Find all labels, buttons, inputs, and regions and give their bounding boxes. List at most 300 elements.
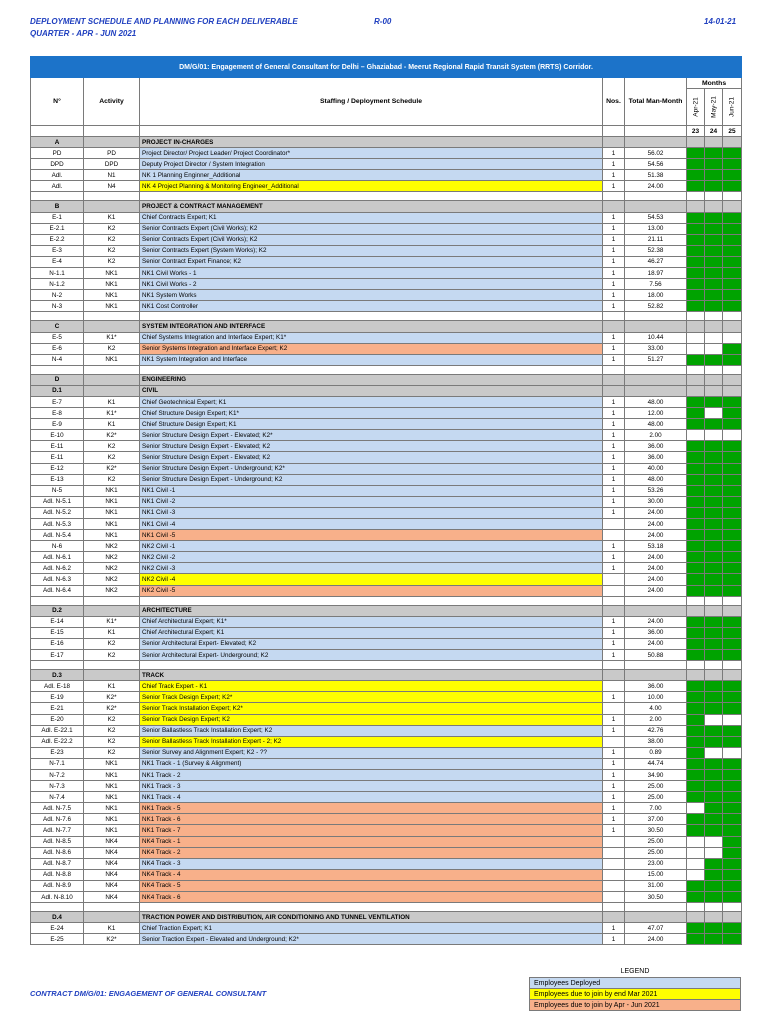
- section-id: C: [31, 321, 84, 332]
- table-row: [31, 681, 742, 692]
- row-id: Adl. N-7.6: [31, 814, 84, 825]
- quarter-label: QUARTER - APR - JUN 2021: [30, 29, 137, 38]
- row-id: Adl. N-8.6: [31, 847, 84, 858]
- row-id: E-8: [31, 408, 84, 419]
- row-activity: K2*: [84, 692, 140, 703]
- month-cell-jun: [723, 290, 742, 301]
- month-cell-may: [705, 343, 723, 354]
- row-activity: K2: [84, 245, 140, 256]
- row-total: 13.00: [625, 223, 687, 234]
- table-row: [31, 616, 742, 627]
- spacer-row: [31, 192, 742, 201]
- row-id: E-25: [31, 934, 84, 945]
- blank-cell: [687, 374, 705, 385]
- row-staffing: NK1 Civil -1: [140, 485, 603, 496]
- table-row: [31, 847, 742, 858]
- row-activity: K2: [84, 223, 140, 234]
- row-activity: NK1: [84, 354, 140, 365]
- month-cell-jun: [723, 769, 742, 780]
- row-id: E-24: [31, 923, 84, 934]
- col-header-total: Total Man-Month: [625, 78, 687, 126]
- row-id: E-4: [31, 256, 84, 267]
- blank-cell: [603, 374, 625, 385]
- blank-cell: [687, 312, 705, 321]
- row-activity: NK4: [84, 847, 140, 858]
- blank-cell: [723, 374, 742, 385]
- month-cell-may: [705, 452, 723, 463]
- month-cell-may: [705, 332, 723, 343]
- row-total: 10.00: [625, 692, 687, 703]
- row-total: 7.00: [625, 803, 687, 814]
- row-id: E-2.2: [31, 234, 84, 245]
- table-row: [31, 441, 742, 452]
- row-total: 24.00: [625, 638, 687, 649]
- month-cell-may: [705, 256, 723, 267]
- month-cell-may: [705, 530, 723, 541]
- row-staffing: Senior Contracts Expert (System Works); K2: [140, 245, 603, 256]
- month-cell-apr: [687, 758, 705, 769]
- blank-cell: [625, 374, 687, 385]
- row-total: 2.00: [625, 714, 687, 725]
- legend-item-apr-jun-2021: Employees due to join by Apr - Jun 2021: [530, 1000, 741, 1011]
- row-total: 18.97: [625, 268, 687, 279]
- month-cell-jun: [723, 814, 742, 825]
- row-total: 52.82: [625, 301, 687, 312]
- row-id: N-1.2: [31, 279, 84, 290]
- blank-cell: [687, 596, 705, 605]
- table-row: [31, 452, 742, 463]
- row-staffing: Chief Track Expert - K1: [140, 681, 603, 692]
- month-cell-jun: [723, 858, 742, 869]
- row-staffing: NK2 Civil -4: [140, 574, 603, 585]
- row-nos: 1: [603, 396, 625, 407]
- row-staffing: NK4 Track - 2: [140, 847, 603, 858]
- row-staffing: NK4 Track - 4: [140, 869, 603, 880]
- row-activity: K2: [84, 234, 140, 245]
- row-staffing: Senior Contract Expert Finance; K2: [140, 256, 603, 267]
- row-activity: NK1: [84, 758, 140, 769]
- row-nos: 1: [603, 692, 625, 703]
- month-cell-may: [705, 650, 723, 661]
- row-id: Adl.: [31, 170, 84, 181]
- month-cell-jun: [723, 781, 742, 792]
- table-row: [31, 814, 742, 825]
- table-row: [31, 396, 742, 407]
- row-total: 2.00: [625, 430, 687, 441]
- month-cell-apr: [687, 170, 705, 181]
- row-staffing: Chief Architectural Expert; K1: [140, 627, 603, 638]
- blank-cell: [31, 661, 84, 670]
- month-cell-may: [705, 792, 723, 803]
- row-activity: K1: [84, 923, 140, 934]
- row-activity: NK4: [84, 869, 140, 880]
- table-row: [31, 256, 742, 267]
- blank-cell: [705, 912, 723, 923]
- month-cell-apr: [687, 419, 705, 430]
- row-nos: 1: [603, 181, 625, 192]
- row-total: 30.50: [625, 825, 687, 836]
- row-nos: [603, 869, 625, 880]
- blank-cell: [723, 670, 742, 681]
- blank-cell: [705, 605, 723, 616]
- table-row: [31, 159, 742, 170]
- table-row: [31, 268, 742, 279]
- blank-cell: [140, 661, 603, 670]
- row-nos: 1: [603, 463, 625, 474]
- row-nos: 1: [603, 803, 625, 814]
- month-cell-may: [705, 725, 723, 736]
- table-row: [31, 301, 742, 312]
- row-total: 23.00: [625, 858, 687, 869]
- row-total: 36.00: [625, 452, 687, 463]
- blank-cell: [625, 605, 687, 616]
- table-row: [31, 769, 742, 780]
- row-staffing: NK2 Civil -5: [140, 585, 603, 596]
- month-cell-jun: [723, 650, 742, 661]
- month-cell-jun: [723, 354, 742, 365]
- month-cell-may: [705, 408, 723, 419]
- section-title: TRACK: [140, 670, 603, 681]
- row-id: N-7.3: [31, 781, 84, 792]
- month-cell-jun: [723, 692, 742, 703]
- row-staffing: Senior Contracts Expert (Civil Works); K2: [140, 223, 603, 234]
- blank-cell: [723, 321, 742, 332]
- row-total: 24.00: [625, 181, 687, 192]
- month-cell-jun: [723, 627, 742, 638]
- month-cell-may: [705, 430, 723, 441]
- row-staffing: NK 1 Planning Enginner_Additional: [140, 170, 603, 181]
- row-id: E-21: [31, 703, 84, 714]
- row-activity: K2: [84, 725, 140, 736]
- month-cell-may: [705, 159, 723, 170]
- month-cell-jun: [723, 430, 742, 441]
- blank-cell: [687, 605, 705, 616]
- month-cell-jun: [723, 747, 742, 758]
- row-nos: 1: [603, 343, 625, 354]
- row-id: E-11: [31, 441, 84, 452]
- month-cell-jun: [723, 507, 742, 518]
- col-header-nos: Nos.: [603, 78, 625, 126]
- row-total: 7.56: [625, 279, 687, 290]
- row-total: 52.38: [625, 245, 687, 256]
- row-nos: 1: [603, 170, 625, 181]
- blank-cell: [705, 321, 723, 332]
- month-cell-may: [705, 441, 723, 452]
- month-cell-jun: [723, 496, 742, 507]
- row-total: 31.00: [625, 880, 687, 891]
- table-row: [31, 692, 742, 703]
- row-nos: 1: [603, 148, 625, 159]
- table-row: [31, 650, 742, 661]
- blank-cell: [723, 596, 742, 605]
- month-cell-apr: [687, 563, 705, 574]
- month-cell-apr: [687, 354, 705, 365]
- legend: [529, 966, 741, 1011]
- row-nos: 1: [603, 332, 625, 343]
- row-activity: K2: [84, 441, 140, 452]
- row-staffing: Chief Contracts Expert; K1: [140, 212, 603, 223]
- month-cell-apr: [687, 627, 705, 638]
- row-activity: K1: [84, 627, 140, 638]
- row-id: Adl. N-5.1: [31, 496, 84, 507]
- row-staffing: Senior Survey and Alignment Expert; K2 - ??: [140, 747, 603, 758]
- blank-cell: [603, 201, 625, 212]
- month-cell-apr: [687, 234, 705, 245]
- month-cell-jun: [723, 343, 742, 354]
- row-total: 48.00: [625, 419, 687, 430]
- blank-cell: [723, 201, 742, 212]
- table-row: [31, 223, 742, 234]
- row-staffing: Senior Track Design Expert; K2: [140, 714, 603, 725]
- row-total: 30.50: [625, 892, 687, 903]
- row-activity: K1: [84, 681, 140, 692]
- blank-cell: [603, 192, 625, 201]
- col-header-staffing: Staffing / Deployment Schedule: [140, 78, 603, 126]
- month-cell-jun: [723, 736, 742, 747]
- row-nos: 1: [603, 792, 625, 803]
- row-total: 36.00: [625, 441, 687, 452]
- spacer-row: [31, 661, 742, 670]
- month-cell-apr: [687, 441, 705, 452]
- table-row: [31, 181, 742, 192]
- row-nos: 1: [603, 441, 625, 452]
- row-id: E-16: [31, 638, 84, 649]
- month-cell-apr: [687, 159, 705, 170]
- blank-cell: [84, 374, 140, 385]
- month-cell-may: [705, 703, 723, 714]
- month-cell-may: [705, 714, 723, 725]
- row-staffing: NK1 Civil -2: [140, 496, 603, 507]
- row-id: E-13: [31, 474, 84, 485]
- blank-cell: [705, 661, 723, 670]
- row-nos: 1: [603, 159, 625, 170]
- row-total: 21.11: [625, 234, 687, 245]
- row-nos: [603, 703, 625, 714]
- row-staffing: NK1 System Integration and Interface: [140, 354, 603, 365]
- row-total: 53.26: [625, 485, 687, 496]
- row-id: Adl. N-6.4: [31, 585, 84, 596]
- blank-cell: [84, 137, 140, 148]
- blank-cell: [84, 192, 140, 201]
- row-total: 48.00: [625, 396, 687, 407]
- month-cell-may: [705, 181, 723, 192]
- row-total: 25.00: [625, 836, 687, 847]
- row-id: E-20: [31, 714, 84, 725]
- month-cell-apr: [687, 519, 705, 530]
- row-staffing: Senior Track Installation Expert; K2*: [140, 703, 603, 714]
- row-activity: NK2: [84, 585, 140, 596]
- blank-cell: [723, 661, 742, 670]
- month-cell-apr: [687, 530, 705, 541]
- blank-cell: [625, 670, 687, 681]
- section-row: [31, 137, 742, 148]
- section-id: D: [31, 374, 84, 385]
- row-nos: 1: [603, 934, 625, 945]
- table-row: [31, 758, 742, 769]
- month-cell-may: [705, 781, 723, 792]
- blank-cell: [625, 192, 687, 201]
- row-id: E-10: [31, 430, 84, 441]
- row-nos: [603, 519, 625, 530]
- row-nos: [603, 681, 625, 692]
- month-cell-may: [705, 354, 723, 365]
- blank-cell: [625, 137, 687, 148]
- row-staffing: Chief Geotechnical Expert; K1: [140, 396, 603, 407]
- row-id: N-3: [31, 301, 84, 312]
- blank-cell: [31, 312, 84, 321]
- blank-cell: [687, 137, 705, 148]
- row-total: 30.00: [625, 496, 687, 507]
- section-row: [31, 374, 742, 385]
- row-id: Adl. E-22.2: [31, 736, 84, 747]
- section-id: A: [31, 137, 84, 148]
- row-activity: K2: [84, 474, 140, 485]
- month-cell-apr: [687, 769, 705, 780]
- row-staffing: Senior Traction Expert - Elevated and Underground; K2*: [140, 934, 603, 945]
- row-total: 56.02: [625, 148, 687, 159]
- month-cell-apr: [687, 814, 705, 825]
- table-row: [31, 408, 742, 419]
- section-id: D.3: [31, 670, 84, 681]
- table-row: [31, 585, 742, 596]
- table-row: [31, 825, 742, 836]
- month-cell-jun: [723, 574, 742, 585]
- month-cell-apr: [687, 858, 705, 869]
- blank-cell: [687, 661, 705, 670]
- month-cell-may: [705, 419, 723, 430]
- table-row: [31, 485, 742, 496]
- row-nos: [603, 530, 625, 541]
- row-activity: NK1: [84, 485, 140, 496]
- month-cell-apr: [687, 880, 705, 891]
- table-row: [31, 148, 742, 159]
- blank-cell: [140, 596, 603, 605]
- row-activity: NK1: [84, 507, 140, 518]
- month-cell-apr: [687, 223, 705, 234]
- table-row: [31, 541, 742, 552]
- month-cell-may: [705, 541, 723, 552]
- month-cell-jun: [723, 419, 742, 430]
- table-row: [31, 736, 742, 747]
- month-cell-jun: [723, 441, 742, 452]
- month-cell-apr: [687, 725, 705, 736]
- row-id: Adl. N-5.2: [31, 507, 84, 518]
- month-cell-may: [705, 552, 723, 563]
- row-staffing: NK2 Civil -3: [140, 563, 603, 574]
- row-id: Adl. N-7.7: [31, 825, 84, 836]
- row-staffing: NK1 Track - 1 (Survey & Alignment): [140, 758, 603, 769]
- row-total: 37.00: [625, 814, 687, 825]
- row-total: 24.00: [625, 585, 687, 596]
- row-id: E-11: [31, 452, 84, 463]
- month-number: 25: [723, 126, 742, 137]
- blank-cell: [723, 912, 742, 923]
- row-id: E-15: [31, 627, 84, 638]
- blank-cell: [84, 596, 140, 605]
- table-row: [31, 507, 742, 518]
- row-staffing: NK4 Track - 5: [140, 880, 603, 891]
- row-nos: 1: [603, 627, 625, 638]
- row-activity: K2: [84, 747, 140, 758]
- row-nos: 1: [603, 408, 625, 419]
- blank-cell: [84, 661, 140, 670]
- month-cell-apr: [687, 408, 705, 419]
- blank-cell: [84, 903, 140, 912]
- month-number: 24: [705, 126, 723, 137]
- month-cell-apr: [687, 279, 705, 290]
- table-row: [31, 332, 742, 343]
- month-cell-apr: [687, 181, 705, 192]
- month-cell-jun: [723, 703, 742, 714]
- row-total: 24.00: [625, 552, 687, 563]
- month-cell-apr: [687, 703, 705, 714]
- blank-cell: [84, 912, 140, 923]
- row-nos: 1: [603, 769, 625, 780]
- blank-cell: [705, 670, 723, 681]
- row-total: 24.00: [625, 507, 687, 518]
- row-staffing: NK 4 Project Planning & Monitoring Engineer_Additional: [140, 181, 603, 192]
- month-cell-apr: [687, 290, 705, 301]
- month-cell-may: [705, 616, 723, 627]
- blank-cell: [603, 605, 625, 616]
- month-cell-may: [705, 858, 723, 869]
- row-id: E-7: [31, 396, 84, 407]
- row-nos: 1: [603, 290, 625, 301]
- month-cell-may: [705, 485, 723, 496]
- row-activity: NK1: [84, 803, 140, 814]
- table-row: [31, 343, 742, 354]
- table-row: [31, 212, 742, 223]
- row-activity: NK2: [84, 552, 140, 563]
- row-nos: 1: [603, 781, 625, 792]
- table-row: [31, 714, 742, 725]
- blank-cell: [625, 201, 687, 212]
- row-nos: 1: [603, 496, 625, 507]
- legend-item-mar-2021: Employees due to join by end Mar 2021: [530, 989, 741, 1000]
- blank-cell: [705, 374, 723, 385]
- month-cell-may: [705, 148, 723, 159]
- month-cell-may: [705, 212, 723, 223]
- row-staffing: NK1 Track - 4: [140, 792, 603, 803]
- row-total: 36.00: [625, 627, 687, 638]
- row-staffing: NK1 Civil -4: [140, 519, 603, 530]
- row-activity: K1*: [84, 332, 140, 343]
- blank-cell: [705, 137, 723, 148]
- row-nos: 1: [603, 825, 625, 836]
- row-total: 38.00: [625, 736, 687, 747]
- row-staffing: Senior Ballastless Track Installation Expert; K2: [140, 725, 603, 736]
- row-id: E-19: [31, 692, 84, 703]
- month-cell-apr: [687, 212, 705, 223]
- month-cell-may: [705, 574, 723, 585]
- row-id: E-12: [31, 463, 84, 474]
- row-id: E-2.1: [31, 223, 84, 234]
- row-total: 24.00: [625, 530, 687, 541]
- blank-cell: [687, 201, 705, 212]
- month-cell-jun: [723, 452, 742, 463]
- blank-cell: [603, 912, 625, 923]
- month-cell-jun: [723, 170, 742, 181]
- spacer-row: [31, 312, 742, 321]
- month-cell-may: [705, 627, 723, 638]
- row-id: Adl. N-8.7: [31, 858, 84, 869]
- row-total: 53.18: [625, 541, 687, 552]
- col-header-activity: Activity: [84, 78, 140, 126]
- row-id: Adl. N-5.3: [31, 519, 84, 530]
- month-cell-jun: [723, 563, 742, 574]
- month-cell-may: [705, 507, 723, 518]
- row-id: N-5: [31, 485, 84, 496]
